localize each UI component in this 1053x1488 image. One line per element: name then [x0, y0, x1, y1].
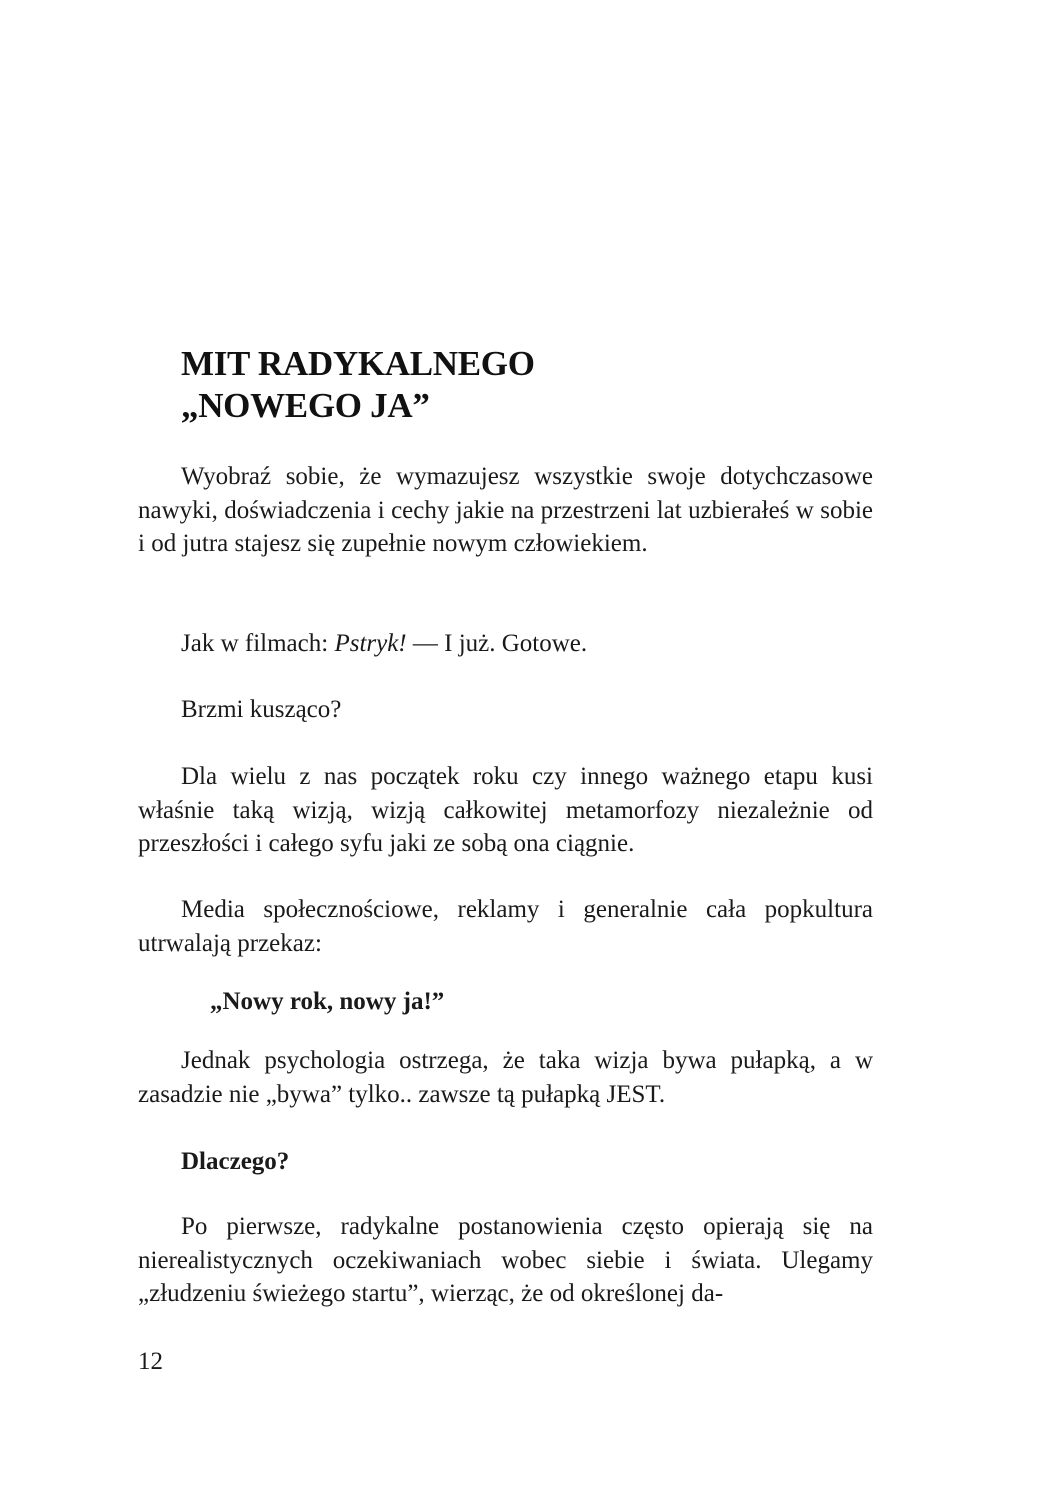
- heading-line-2: „NOWEGO JA”: [181, 386, 430, 425]
- paragraph-7-block: [138, 1210, 873, 1311]
- paragraph-2-italic: Pstryk!: [334, 630, 407, 657]
- paragraph-3-block: [138, 693, 873, 727]
- paragraph-7: Po pierwsze, radykalne postanowienia często opierają się na nierealistycznych oczekiwaniach wobec siebie i świata. Ulegamy „złudzeniu świeżego startu”, wierząc, że od określonej da-: [138, 1213, 873, 1307]
- paragraph-5-block: [138, 893, 873, 960]
- paragraph-5: Media społecznościowe, reklamy i generalnie cała popkultura utrwalają przekaz:: [138, 896, 873, 957]
- quote-line: „Nowy rok, nowy ja!”: [210, 988, 445, 1015]
- paragraph-6: Jednak psychologia ostrzega, że taka wizja bywa pułapką, a w zasadzie nie „bywa” tylko.. zawsze tą pułapką JEST.: [138, 1047, 873, 1108]
- paragraph-3: Brzmi kusząco?: [181, 696, 342, 723]
- paragraph-2-text-b: — I już. Gotowe.: [406, 630, 588, 657]
- paragraph-6-block: [138, 1044, 873, 1111]
- paragraph-1: Wyobraź sobie, że wymazujesz wszystkie swoje dotychczasowe nawyki, doświadczenia i cechy jakie na przestrzeni lat uzbierałeś w sobie i od jutra stajesz się zupełnie nowym człowiekiem.: [138, 463, 873, 557]
- subheading-why: Dlaczego?: [181, 1148, 290, 1175]
- paragraph-2-text-a: Jak w filmach:: [181, 630, 335, 657]
- paragraph-4-block: [138, 760, 873, 861]
- paragraph-2: [138, 627, 873, 661]
- chapter-heading: [181, 343, 535, 427]
- paragraph-4: Dla wielu z nas początek roku czy innego ważnego etapu kusi właśnie taką wizją, wizją całkowitej metamorfozy niezależnie od przeszłości i całego syfu jaki ze sobą ona ciągnie.: [138, 763, 873, 857]
- page-number: 12: [138, 1348, 163, 1375]
- paragraph-2-block: [138, 627, 873, 661]
- heading-line-1: MIT RADYKALNEGO: [181, 344, 535, 383]
- paragraph-1-block: [138, 460, 873, 561]
